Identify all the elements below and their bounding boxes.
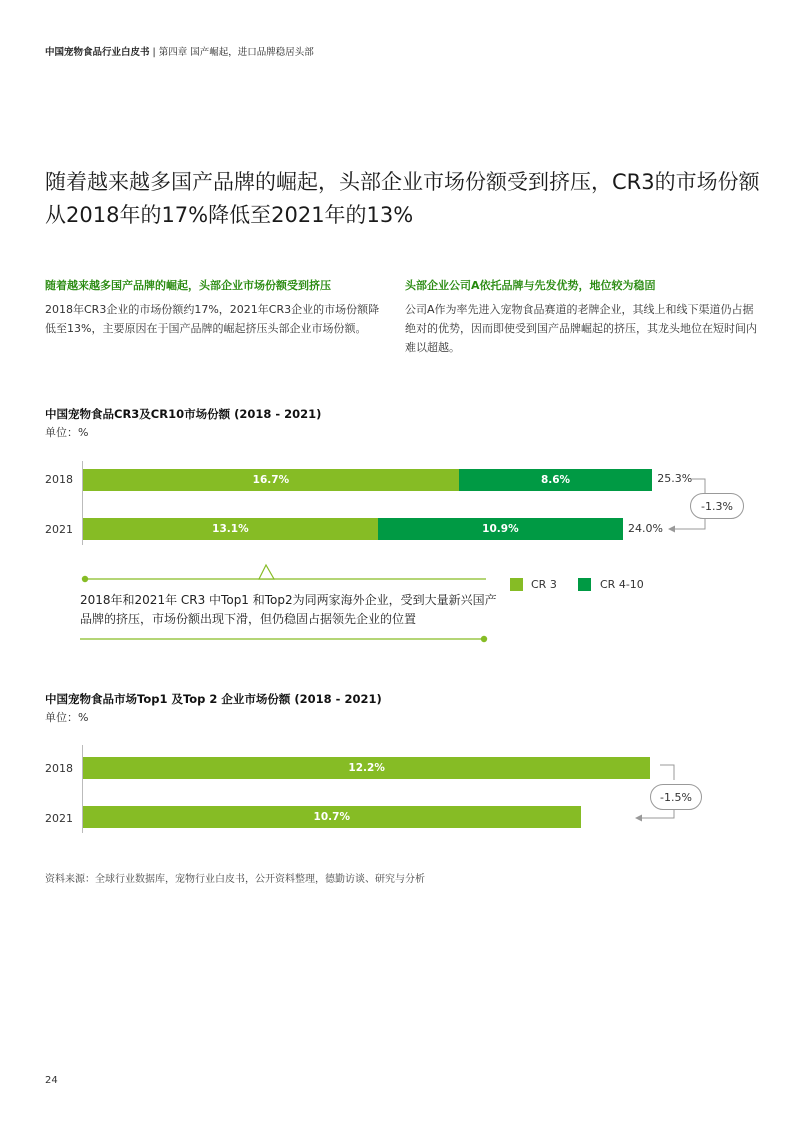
- legend-label-cr4-10: CR 4-10: [600, 578, 644, 591]
- chart-2-year-2021: 2021: [45, 812, 73, 825]
- chart-1-total-2018: 25.3%: [657, 472, 693, 485]
- section-2-title: 头部企业公司A依托品牌与先发优势，地位较为稳固: [405, 279, 656, 292]
- source-note: 资料来源：全球行业数据库，宠物行业白皮书，公开资料整理，德勤访谈、研究与分析: [45, 874, 425, 885]
- page-number: 24: [45, 1075, 58, 1086]
- page-headline: 随着越来越多国产品牌的崛起，头部企业市场份额受到挤压，CR3的市场份额从2018年的17%降低至2021年的13%: [45, 170, 760, 227]
- chart-1-title: 中国宠物食品CR3及CR10市场份额 (2018 - 2021): [45, 407, 322, 421]
- chart-1-year-2018: 2018: [45, 473, 73, 486]
- chart-1-change-badge: -1.3%: [690, 493, 744, 519]
- chart-2-bar-2021: 10.7%: [83, 806, 581, 828]
- section-1-body: 2018年CR3企业的市场份额约17%，2021年CR3企业的市场份额降低至13%，主要原因在于国产品牌的崛起挤压头部企业市场份额。: [45, 303, 380, 335]
- chart-1-bar-cr4-10-2018: 8.6%: [459, 469, 653, 491]
- legend-label-cr3: CR 3: [531, 578, 557, 591]
- chart-1-annotation: 2018年和2021年 CR3 中Top1 和Top2为同两家海外企业，受到大量新兴国产品牌的挤压，市场份额出现下滑，但仍稳固占据领先企业的位置: [80, 593, 497, 626]
- chart-2-change-badge: -1.5%: [650, 784, 702, 810]
- chart-2-year-2018: 2018: [45, 762, 73, 775]
- chart-1-total-2021: 24.0%: [628, 522, 663, 535]
- chart-1-year-2021: 2021: [45, 523, 73, 536]
- legend-swatch-cr4-10: [578, 578, 591, 591]
- chart-2-bar-2018: 12.2%: [83, 757, 650, 779]
- chart-1-bar-cr3-2021: 13.1%: [83, 518, 378, 540]
- header-title: 中国宠物食品行业白皮书: [45, 47, 150, 58]
- legend-swatch-cr3: [510, 578, 523, 591]
- header-separator: |: [152, 47, 156, 58]
- section-2-body: 公司A作为率先进入宠物食品赛道的老牌企业，其线上和线下渠道仍占据绝对的优势，因而即使受到国产品牌崛起的挤压，其龙头地位在短时间内难以超越。: [405, 303, 757, 354]
- chart-2-title: 中国宠物食品市场Top1 及Top 2 企业市场份额 (2018 - 2021): [45, 692, 382, 706]
- chart-1-bar-cr3-2018: 16.7%: [83, 469, 459, 491]
- section-1-title: 随着越来越多国产品牌的崛起，头部企业市场份额受到挤压: [45, 279, 331, 292]
- chart-2-unit: 单位：%: [45, 711, 89, 724]
- chart-1-unit: 单位：%: [45, 426, 89, 439]
- chart-1-bar-cr4-10-2021: 10.9%: [378, 518, 623, 540]
- running-header: [45, 44, 314, 58]
- header-chapter: 第四章 国产崛起，进口品牌稳居头部: [158, 47, 314, 58]
